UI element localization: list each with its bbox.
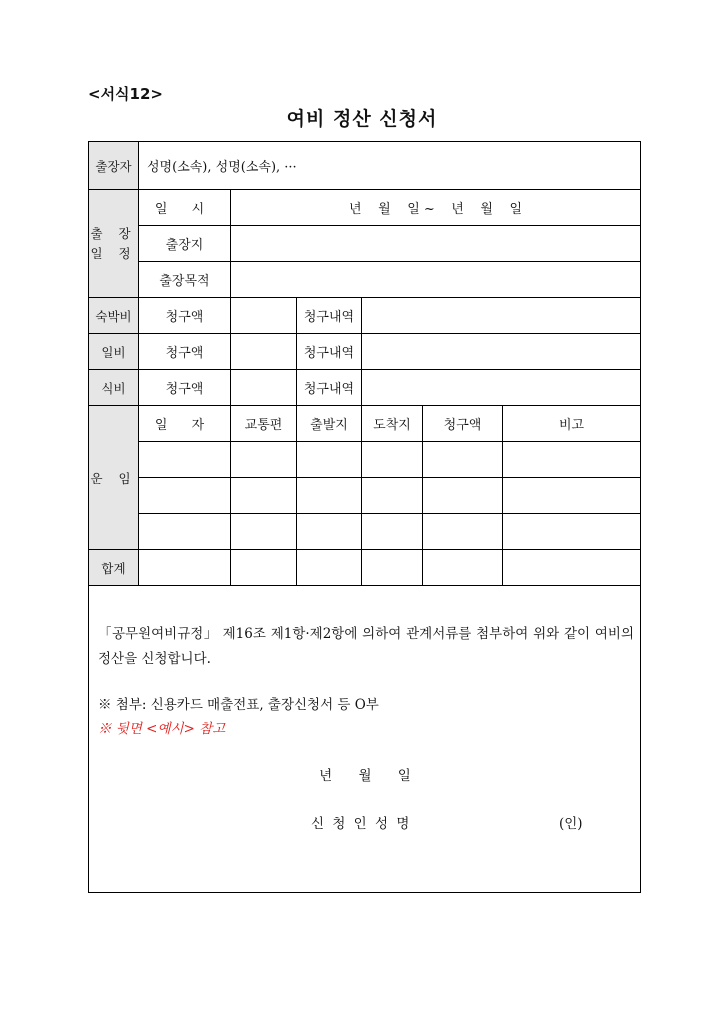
schedule-label (89, 190, 139, 298)
datetime-label: 일 시 (139, 190, 231, 226)
transport-col-date: 일 자 (139, 406, 231, 442)
daily-detail-field[interactable] (362, 334, 641, 370)
transport-cell[interactable] (503, 478, 641, 514)
transport-label: 운 임 (89, 406, 139, 550)
daily-detail-label: 청구내역 (297, 334, 362, 370)
transport-cell[interactable] (231, 514, 297, 550)
total-row (89, 550, 641, 586)
transport-cell[interactable] (231, 442, 297, 478)
statement-section (89, 586, 641, 893)
total-cell[interactable] (139, 550, 231, 586)
lodging-claim-label: 청구액 (139, 298, 231, 334)
schedule-label-line2: 일 정 (90, 245, 137, 261)
total-cell[interactable] (297, 550, 362, 586)
traveler-label: 출장자 (89, 142, 139, 190)
transport-cell[interactable] (423, 514, 503, 550)
transport-cell[interactable] (139, 442, 231, 478)
transport-cell[interactable] (503, 442, 641, 478)
form-code: <서식12> (88, 85, 163, 103)
lodging-detail-label: 청구내역 (297, 298, 362, 334)
transport-row (89, 514, 641, 550)
attachment-note: ※ 첨부: 신용카드 매출전표, 출장신청서 등 O부 (98, 697, 379, 713)
datetime-field[interactable]: 년 월 일 ~ 년 월 일 (231, 190, 641, 226)
page-title: 여비 정산 신청서 (286, 108, 438, 130)
transport-cell[interactable] (297, 514, 362, 550)
transport-cell[interactable] (362, 442, 423, 478)
lodging-claim-field[interactable] (231, 298, 297, 334)
lodging-detail-field[interactable] (362, 298, 641, 334)
transport-col-remarks: 비고 (503, 406, 641, 442)
traveler-field[interactable]: 성명(소속), 성명(소속), ··· (139, 142, 641, 190)
total-cell[interactable] (423, 550, 503, 586)
transport-col-claim: 청구액 (423, 406, 503, 442)
applicant-name-label: 신 청 인 성 명 (311, 816, 410, 832)
lodging-label: 숙박비 (89, 298, 139, 334)
transport-cell[interactable] (423, 478, 503, 514)
transport-col-arrival: 도착지 (362, 406, 423, 442)
transport-cell[interactable] (139, 478, 231, 514)
statement-text: 「공무원여비규정」 제16조 제1항·제2항에 의하여 관계서류를 첨부하여 위와 같이 여비의 정산을 신청합니다. (98, 626, 634, 667)
meal-claim-label: 청구액 (139, 370, 231, 406)
transport-cell[interactable] (139, 514, 231, 550)
transport-cell[interactable] (503, 514, 641, 550)
daily-claim-field[interactable] (231, 334, 297, 370)
total-cell[interactable] (503, 550, 641, 586)
transport-row (89, 478, 641, 514)
seal-mark: (인) (559, 816, 583, 832)
meal-detail-label: 청구내역 (297, 370, 362, 406)
example-reference-note: ※ 뒷면 <예시> 참고 (98, 721, 226, 737)
purpose-label: 출장목적 (139, 262, 231, 298)
schedule-label-line1: 출 장 (90, 225, 137, 241)
transport-col-vehicle: 교통편 (231, 406, 297, 442)
transport-cell[interactable] (362, 514, 423, 550)
transport-col-departure: 출발지 (297, 406, 362, 442)
transport-cell[interactable] (423, 442, 503, 478)
daily-allowance-label: 일비 (89, 334, 139, 370)
purpose-field[interactable] (231, 262, 641, 298)
total-cell[interactable] (231, 550, 297, 586)
transport-cell[interactable] (297, 478, 362, 514)
daily-claim-label: 청구액 (139, 334, 231, 370)
settlement-form-table (88, 141, 641, 893)
application-date[interactable]: 년 월 일 (319, 768, 411, 784)
total-label: 합계 (89, 550, 139, 586)
transport-cell[interactable] (297, 442, 362, 478)
meal-claim-field[interactable] (231, 370, 297, 406)
meal-detail-field[interactable] (362, 370, 641, 406)
meal-label: 식비 (89, 370, 139, 406)
transport-row (89, 442, 641, 478)
transport-cell[interactable] (362, 478, 423, 514)
transport-cell[interactable] (231, 478, 297, 514)
destination-label: 출장지 (139, 226, 231, 262)
total-cell[interactable] (362, 550, 423, 586)
destination-field[interactable] (231, 226, 641, 262)
